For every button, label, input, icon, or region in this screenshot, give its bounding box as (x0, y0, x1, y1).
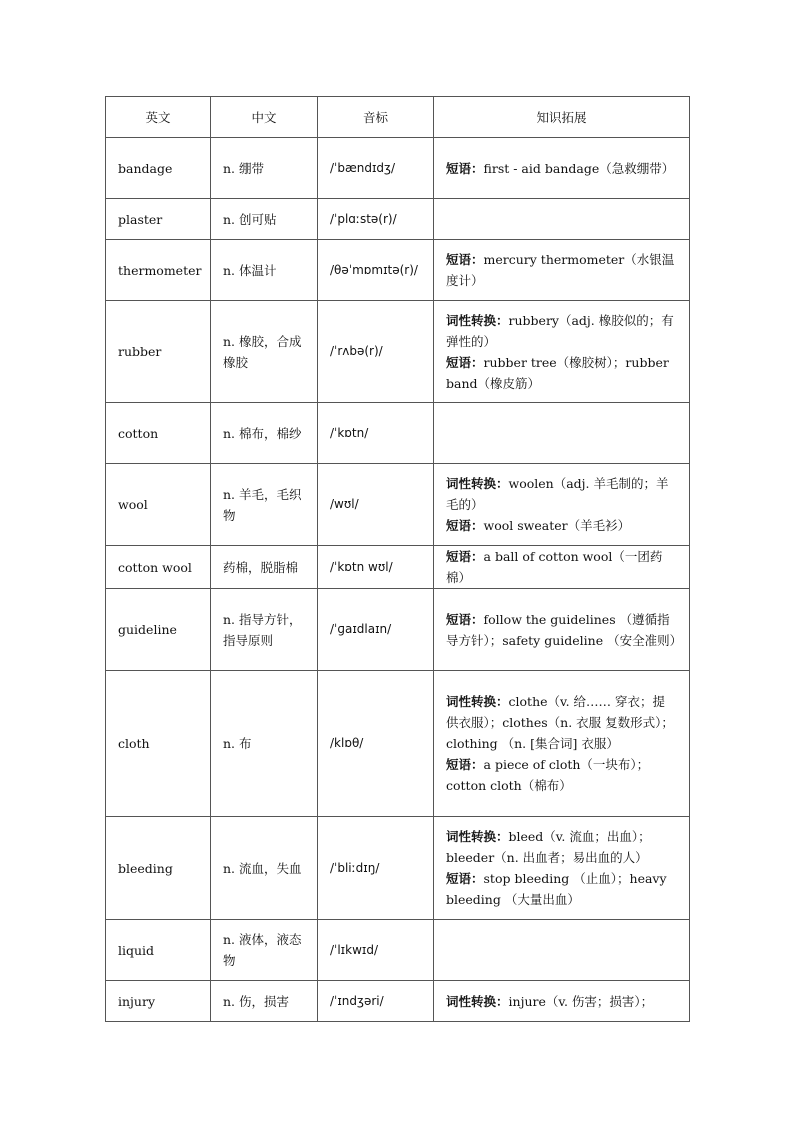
knowledge-extension (434, 403, 690, 464)
table-row (106, 240, 690, 301)
extension-text: stop bleeding （止血）；heavy bleeding （大量出血） (446, 871, 667, 907)
table-row (106, 199, 690, 240)
extension-item (446, 546, 677, 588)
table-row (106, 817, 690, 920)
table-row (106, 671, 690, 817)
extension-label: 词性转换： (446, 993, 509, 1009)
phonetic: /θəˈmɒmɪtə(r)/ (318, 240, 434, 301)
knowledge-extension (434, 817, 690, 920)
chinese-meaning: n. 流血，失血 (211, 817, 318, 920)
extension-text: woolen（adj. 羊毛制的；羊毛的） (446, 476, 669, 512)
header-extension: 知识拓展 (434, 97, 690, 138)
knowledge-extension (434, 199, 690, 240)
phonetic: /ˈkɒtn wʊl/ (318, 546, 434, 589)
vocabulary-table (105, 96, 690, 1022)
extension-label: 词性转换： (446, 829, 509, 844)
extension-label: 词性转换： (446, 476, 509, 491)
phonetic: /ˈɪndʒəri/ (318, 981, 434, 1022)
phonetic: /ˈkɒtn/ (318, 403, 434, 464)
knowledge-extension (434, 240, 690, 301)
english-word: cotton wool (106, 546, 211, 589)
english-word: cloth (106, 671, 211, 817)
english-word: thermometer (106, 240, 211, 301)
chinese-meaning: n. 创可贴 (211, 199, 318, 240)
chinese-meaning: n. 液体，液态物 (211, 920, 318, 981)
knowledge-extension (434, 301, 690, 403)
chinese-meaning: n. 伤，损害 (211, 981, 318, 1022)
extension-item (446, 310, 677, 352)
knowledge-extension (434, 546, 690, 589)
english-word: plaster (106, 199, 211, 240)
extension-text: a piece of cloth（一块布）；cotton cloth（棉布） (446, 757, 650, 793)
extension-text: follow the guidelines （遵循指导方针）；safety guideline （安全准则） (446, 611, 683, 648)
table-row (106, 981, 690, 1022)
knowledge-extension (434, 589, 690, 671)
english-word: cotton (106, 403, 211, 464)
knowledge-extension (434, 920, 690, 981)
extension-item (446, 473, 677, 515)
extension-item (446, 609, 683, 651)
phonetic: /ˈlɪkwɪd/ (318, 920, 434, 981)
english-word: injury (106, 981, 211, 1022)
phonetic: /ˈrʌbə(r)/ (318, 301, 434, 403)
phonetic: /klɒθ/ (318, 671, 434, 817)
chinese-meaning: n. 体温计 (211, 240, 318, 301)
phonetic: /ˈplɑːstə(r)/ (318, 199, 434, 240)
extension-text: rubber tree（橡胶树）；rubber band（橡皮筋） (446, 354, 669, 391)
english-word: wool (106, 464, 211, 546)
knowledge-extension (434, 464, 690, 546)
knowledge-extension (434, 138, 690, 199)
chinese-meaning: n. 绷带 (211, 138, 318, 199)
table-row (106, 589, 690, 671)
extension-text: mercury thermometer（水银温度计） (446, 252, 675, 288)
table-row (106, 138, 690, 199)
extension-item (446, 754, 677, 796)
table-row (106, 920, 690, 981)
header-phonetic: 音标 (318, 97, 434, 138)
extension-item (446, 991, 677, 1012)
extension-item (446, 249, 677, 291)
extension-text: rubbery（adj. 橡胶似的；有弹性的） (446, 312, 674, 349)
chinese-meaning: n. 橡胶，合成橡胶 (211, 301, 318, 403)
phonetic: /ˈɡaɪdlaɪn/ (318, 589, 434, 671)
table-row (106, 464, 690, 546)
english-word: rubber (106, 301, 211, 403)
knowledge-extension (434, 981, 690, 1022)
chinese-meaning: n. 羊毛，毛织物 (211, 464, 318, 546)
extension-label: 短语： (446, 354, 484, 370)
extension-item (446, 158, 677, 179)
knowledge-extension (434, 671, 690, 817)
extension-label: 短语： (446, 549, 484, 564)
table-header-row (106, 97, 690, 138)
chinese-meaning: n. 指导方针，指导原则 (211, 589, 318, 671)
chinese-meaning: n. 棉布，棉纱 (211, 403, 318, 464)
extension-label: 短语： (446, 160, 484, 176)
english-word: bandage (106, 138, 211, 199)
extension-label: 词性转换： (446, 312, 509, 328)
table-row (106, 301, 690, 403)
extension-label: 短语： (446, 252, 484, 267)
extension-text: first - aid bandage（急救绷带） (483, 160, 675, 176)
phonetic: /ˈbliːdɪŋ/ (318, 817, 434, 920)
table-row (106, 546, 690, 589)
extension-text: a ball of cotton wool（一团药棉） (446, 549, 663, 585)
extension-label: 短语： (446, 757, 484, 772)
extension-label: 短语： (446, 871, 484, 886)
phonetic: /wʊl/ (318, 464, 434, 546)
extension-item (446, 691, 677, 754)
extension-label: 短语： (446, 518, 484, 533)
extension-item (446, 515, 677, 536)
extension-text: wool sweater（羊毛衫） (483, 518, 631, 533)
chinese-meaning: 药棉，脱脂棉 (211, 546, 318, 589)
extension-text: bleed（v. 流血；出血）；bleeder（n. 出血者；易出血的人） (446, 829, 651, 865)
phonetic: /ˈbændɪdʒ/ (318, 138, 434, 199)
extension-text: injure（v. 伤害；损害）； (508, 993, 654, 1009)
english-word: liquid (106, 920, 211, 981)
header-english: 英文 (106, 97, 211, 138)
header-chinese: 中文 (211, 97, 318, 138)
extension-text: clothe（v. 给…… 穿衣；提供衣服）；clothes（n. 衣服 复数形式）；clothing （n. [集合词] 衣服） (446, 694, 674, 751)
table-row (106, 403, 690, 464)
chinese-meaning: n. 布 (211, 671, 318, 817)
english-word: guideline (106, 589, 211, 671)
extension-label: 词性转换： (446, 694, 509, 709)
extension-item (446, 826, 677, 868)
extension-item (446, 868, 677, 910)
extension-label: 短语： (446, 611, 484, 627)
english-word: bleeding (106, 817, 211, 920)
extension-item (446, 352, 677, 394)
